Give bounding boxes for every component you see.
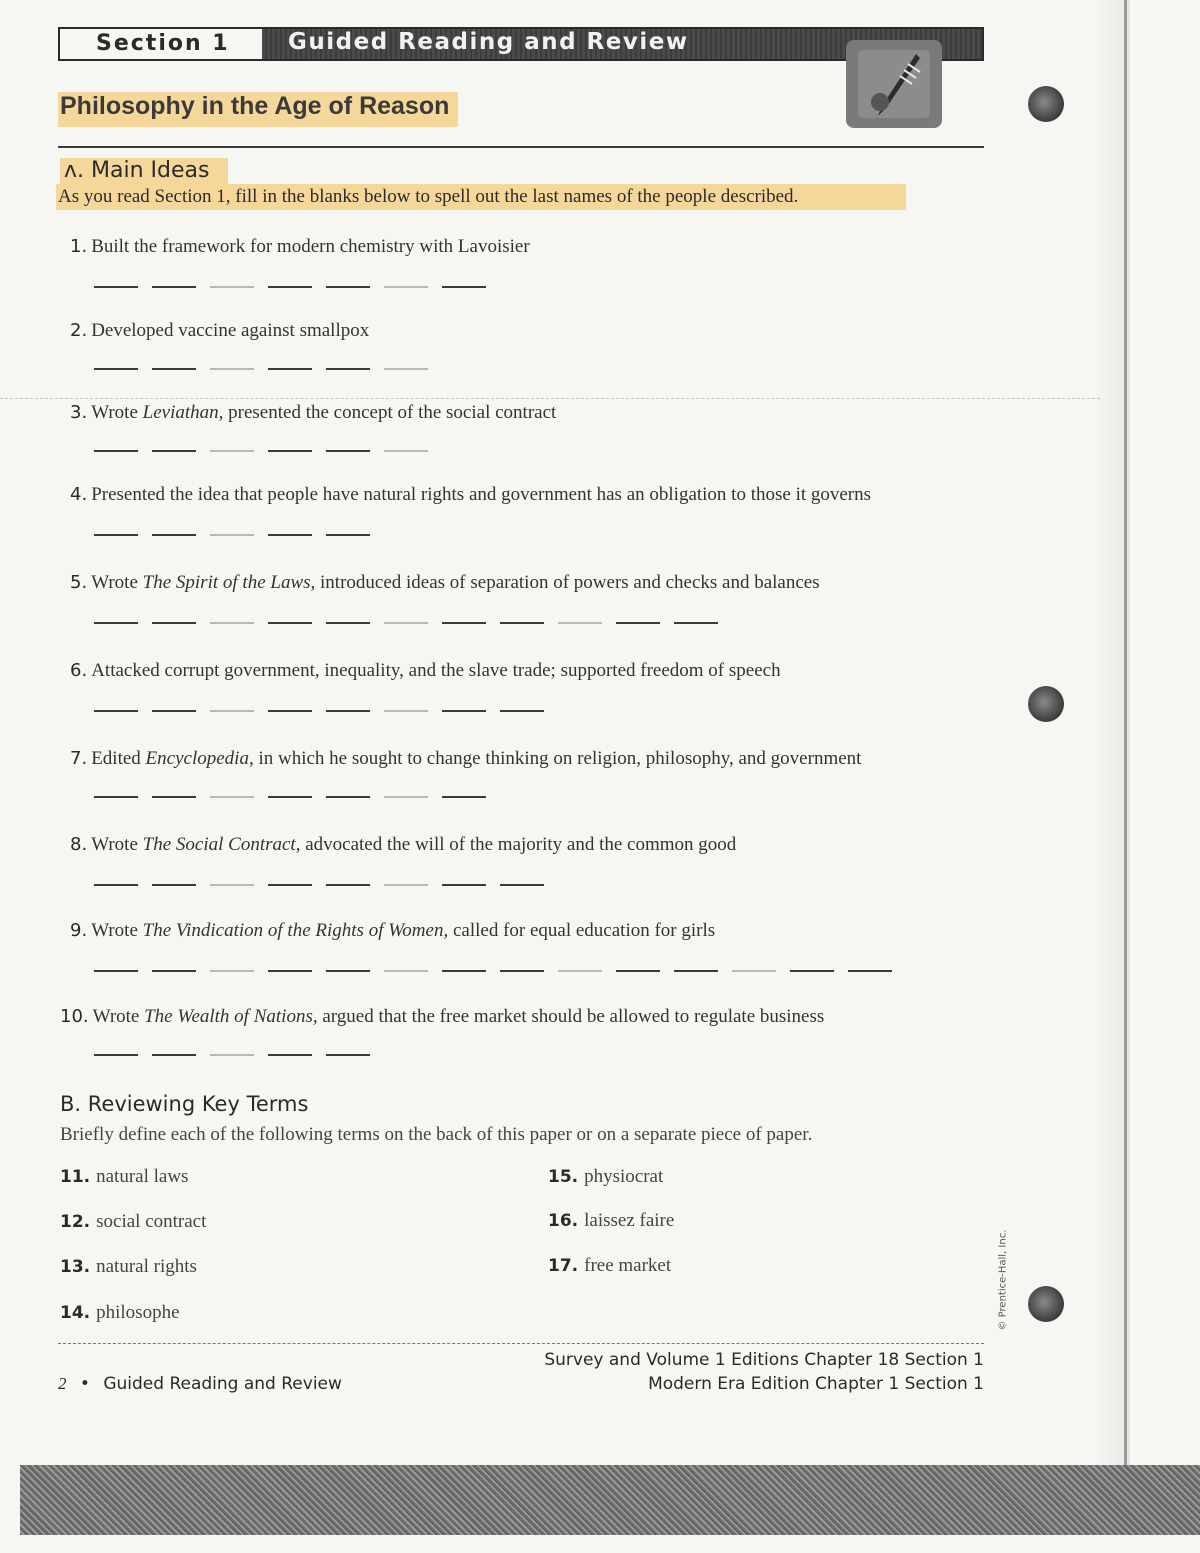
question-number: 10.: [60, 1006, 89, 1027]
letter-blank[interactable]: [442, 884, 486, 886]
answer-blanks: [94, 884, 558, 886]
letter-blank[interactable]: [152, 884, 196, 886]
question-title-italic: The Social Contract,: [142, 834, 301, 855]
term-number: 13.: [60, 1257, 91, 1277]
question-number: 1.: [70, 236, 88, 257]
answer-blanks: [94, 970, 906, 972]
term-number: 14.: [60, 1303, 91, 1323]
question-title-italic: Leviathan,: [142, 402, 224, 423]
letter-blank[interactable]: [268, 884, 312, 886]
term-text: laissez faire: [584, 1210, 675, 1231]
letter-blank[interactable]: [210, 534, 254, 536]
question-item: [70, 572, 820, 594]
question-title-italic: The Wealth of Nations,: [144, 1006, 318, 1027]
term-number: 17.: [548, 1256, 579, 1276]
letter-blank[interactable]: [326, 796, 370, 798]
section-b-heading: B. Reviewing Key Terms: [60, 1092, 309, 1116]
term-number: 11.: [60, 1167, 91, 1187]
question-number: 2.: [70, 320, 88, 341]
question-text-cont: introduced ideas of separation of powers and checks and balances: [315, 572, 820, 593]
letter-blank[interactable]: [790, 970, 834, 972]
term-number: 15.: [548, 1167, 579, 1187]
scan-bottom-margin: [20, 1465, 1200, 1535]
banner-title: Guided Reading and Review: [288, 29, 689, 55]
answer-blanks: [94, 796, 500, 798]
letter-blank[interactable]: [558, 970, 602, 972]
page-number: 2: [58, 1374, 67, 1393]
page-title: Philosophy in the Age of Reason: [58, 92, 458, 127]
question-text: Wrote: [91, 920, 143, 941]
letter-blank[interactable]: [326, 710, 370, 712]
letter-blank[interactable]: [848, 970, 892, 972]
term-text: social contract: [96, 1211, 207, 1232]
footer-left: [58, 1374, 342, 1394]
letter-blank[interactable]: [94, 796, 138, 798]
letter-blank[interactable]: [500, 884, 544, 886]
answer-blanks: [94, 450, 442, 452]
answer-blanks: [94, 534, 384, 536]
letter-blank[interactable]: [326, 970, 370, 972]
letter-blank[interactable]: [152, 710, 196, 712]
letter-blank[interactable]: [616, 970, 660, 972]
term-text: natural laws: [96, 1166, 189, 1187]
letter-blank[interactable]: [326, 450, 370, 452]
question-number: 6.: [70, 660, 88, 681]
question-text: Built the framework for modern chemistry with Lavoisier: [91, 236, 530, 257]
letter-blank[interactable]: [210, 970, 254, 972]
footer-label: Guided Reading and Review: [103, 1374, 342, 1394]
question-item: [70, 320, 369, 342]
letter-blank[interactable]: [442, 796, 486, 798]
key-term-item: [60, 1302, 180, 1324]
letter-blank[interactable]: [94, 450, 138, 452]
question-text: Attacked corrupt government, inequality, and the slave trade; supported freedom of speech: [91, 660, 781, 681]
question-number: 5.: [70, 572, 88, 593]
letter-blank[interactable]: [326, 884, 370, 886]
letter-blank[interactable]: [152, 796, 196, 798]
letter-blank[interactable]: [384, 710, 428, 712]
fold-crease: [0, 398, 1100, 399]
letter-blank[interactable]: [500, 970, 544, 972]
question-text-cont: presented the concept of the social contract: [223, 402, 557, 423]
letter-blank[interactable]: [152, 534, 196, 536]
key-term-item: [548, 1210, 674, 1232]
term-text: free market: [584, 1255, 672, 1276]
key-term-item: [548, 1166, 663, 1188]
question-title-italic: The Spirit of the Laws,: [142, 572, 316, 593]
letter-blank[interactable]: [674, 970, 718, 972]
question-item: [70, 748, 861, 770]
letter-blank[interactable]: [442, 970, 486, 972]
term-text: physiocrat: [584, 1166, 664, 1187]
letter-blank[interactable]: [384, 450, 428, 452]
question-text: Edited: [91, 748, 146, 769]
answer-blanks: [94, 368, 442, 370]
letter-blank[interactable]: [384, 286, 428, 288]
letter-blank[interactable]: [152, 368, 196, 370]
letter-blank[interactable]: [326, 368, 370, 370]
answer-blanks: [94, 286, 500, 288]
binder-hole: [1028, 686, 1064, 722]
question-item: [70, 834, 736, 856]
letter-blank[interactable]: [210, 368, 254, 370]
letter-blank[interactable]: [268, 710, 312, 712]
section-a-heading: ʌ. Main Ideas: [60, 158, 228, 186]
footer-bullet: •: [79, 1374, 90, 1394]
question-item: [70, 236, 530, 258]
letter-blank[interactable]: [94, 368, 138, 370]
letter-blank[interactable]: [210, 1054, 254, 1056]
letter-blank[interactable]: [268, 286, 312, 288]
section-label: Section 1: [96, 31, 230, 56]
question-text: Wrote: [91, 834, 143, 855]
letter-blank[interactable]: [94, 970, 138, 972]
letter-blank[interactable]: [442, 622, 486, 624]
question-item: [70, 402, 556, 424]
letter-blank[interactable]: [268, 970, 312, 972]
letter-blank[interactable]: [442, 286, 486, 288]
question-number: 9.: [70, 920, 88, 941]
letter-blank[interactable]: [210, 622, 254, 624]
question-number: 4.: [70, 484, 88, 505]
question-item: [70, 484, 871, 506]
question-number: 3.: [70, 402, 88, 423]
term-text: natural rights: [96, 1256, 197, 1277]
letter-blank[interactable]: [94, 286, 138, 288]
letter-blank[interactable]: [384, 970, 428, 972]
letter-blank[interactable]: [210, 884, 254, 886]
letter-blank[interactable]: [326, 622, 370, 624]
letter-blank[interactable]: [268, 450, 312, 452]
letter-blank[interactable]: [268, 1054, 312, 1056]
letter-blank[interactable]: [268, 534, 312, 536]
section-b-instructions: Briefly define each of the following terms on the back of this paper or on a separate piece of paper.: [60, 1124, 813, 1145]
answer-blanks: [94, 622, 732, 624]
letter-blank[interactable]: [210, 286, 254, 288]
scan-edge-line: [1124, 0, 1127, 1465]
question-text-cont: called for equal education for girls: [448, 920, 716, 941]
letter-blank[interactable]: [94, 710, 138, 712]
letter-blank[interactable]: [558, 622, 602, 624]
letter-blank[interactable]: [326, 534, 370, 536]
letter-blank[interactable]: [94, 1054, 138, 1056]
scan-page-edge: [1096, 0, 1200, 1470]
term-number: 16.: [548, 1211, 579, 1231]
letter-blank[interactable]: [94, 534, 138, 536]
letter-blank[interactable]: [210, 796, 254, 798]
question-text-cont: argued that the free market should be allowed to regulate business: [317, 1006, 825, 1027]
question-item: [60, 1006, 824, 1028]
letter-blank[interactable]: [616, 622, 660, 624]
key-term-item: [60, 1211, 206, 1233]
letter-blank[interactable]: [500, 710, 544, 712]
question-text-cont: advocated the will of the majority and the common good: [300, 834, 737, 855]
question-number: 8.: [70, 834, 88, 855]
question-text-cont: in which he sought to change thinking on religion, philosophy, and government: [253, 748, 862, 769]
key-term-item: [548, 1255, 671, 1277]
letter-blank[interactable]: [326, 286, 370, 288]
binder-hole: [1028, 1286, 1064, 1322]
letter-blank[interactable]: [268, 796, 312, 798]
section-a-instructions: As you read Section 1, fill in the blanks below to spell out the last names of the people described.: [56, 184, 906, 210]
letter-blank[interactable]: [152, 622, 196, 624]
letter-blank[interactable]: [384, 796, 428, 798]
question-text: Wrote: [91, 402, 143, 423]
term-text: philosophe: [96, 1302, 180, 1323]
question-text: Presented the idea that people have natural rights and government has an obligation to those it governs: [91, 484, 872, 505]
letter-blank[interactable]: [326, 1054, 370, 1056]
question-text: Wrote: [92, 1006, 145, 1027]
letter-blank[interactable]: [152, 286, 196, 288]
letter-blank[interactable]: [210, 710, 254, 712]
letter-blank[interactable]: [268, 368, 312, 370]
question-item: [70, 920, 715, 942]
letter-blank[interactable]: [94, 884, 138, 886]
letter-blank[interactable]: [268, 622, 312, 624]
key-term-item: [60, 1256, 197, 1278]
letter-blank[interactable]: [152, 1054, 196, 1056]
letter-blank[interactable]: [384, 884, 428, 886]
letter-blank[interactable]: [442, 710, 486, 712]
letter-blank[interactable]: [384, 622, 428, 624]
question-item: [70, 660, 781, 682]
footer-edition-2: Modern Era Edition Chapter 1 Section 1: [648, 1374, 984, 1394]
question-text: Wrote: [91, 572, 143, 593]
binder-hole: [1028, 86, 1064, 122]
footer-rule: [58, 1343, 984, 1345]
letter-blank[interactable]: [384, 368, 428, 370]
question-number: 7.: [70, 748, 88, 769]
question-title-italic: Encyclopedia,: [145, 748, 254, 769]
letter-blank[interactable]: [210, 450, 254, 452]
question-text: Developed vaccine against smallpox: [91, 320, 370, 341]
letter-blank[interactable]: [152, 970, 196, 972]
title-rule: [58, 146, 984, 148]
answer-blanks: [94, 710, 558, 712]
key-term-item: [60, 1166, 188, 1188]
copyright-notice: © Prentice-Hall, Inc.: [997, 1229, 1009, 1331]
letter-blank[interactable]: [152, 450, 196, 452]
quill-pen-icon: [846, 40, 942, 128]
letter-blank[interactable]: [732, 970, 776, 972]
letter-blank[interactable]: [500, 622, 544, 624]
footer-edition-1: Survey and Volume 1 Editions Chapter 18 Section 1: [544, 1350, 984, 1370]
letter-blank[interactable]: [674, 622, 718, 624]
letter-blank[interactable]: [94, 622, 138, 624]
answer-blanks: [94, 1054, 384, 1056]
question-title-italic: The Vindication of the Rights of Women,: [142, 920, 449, 941]
term-number: 12.: [60, 1212, 91, 1232]
